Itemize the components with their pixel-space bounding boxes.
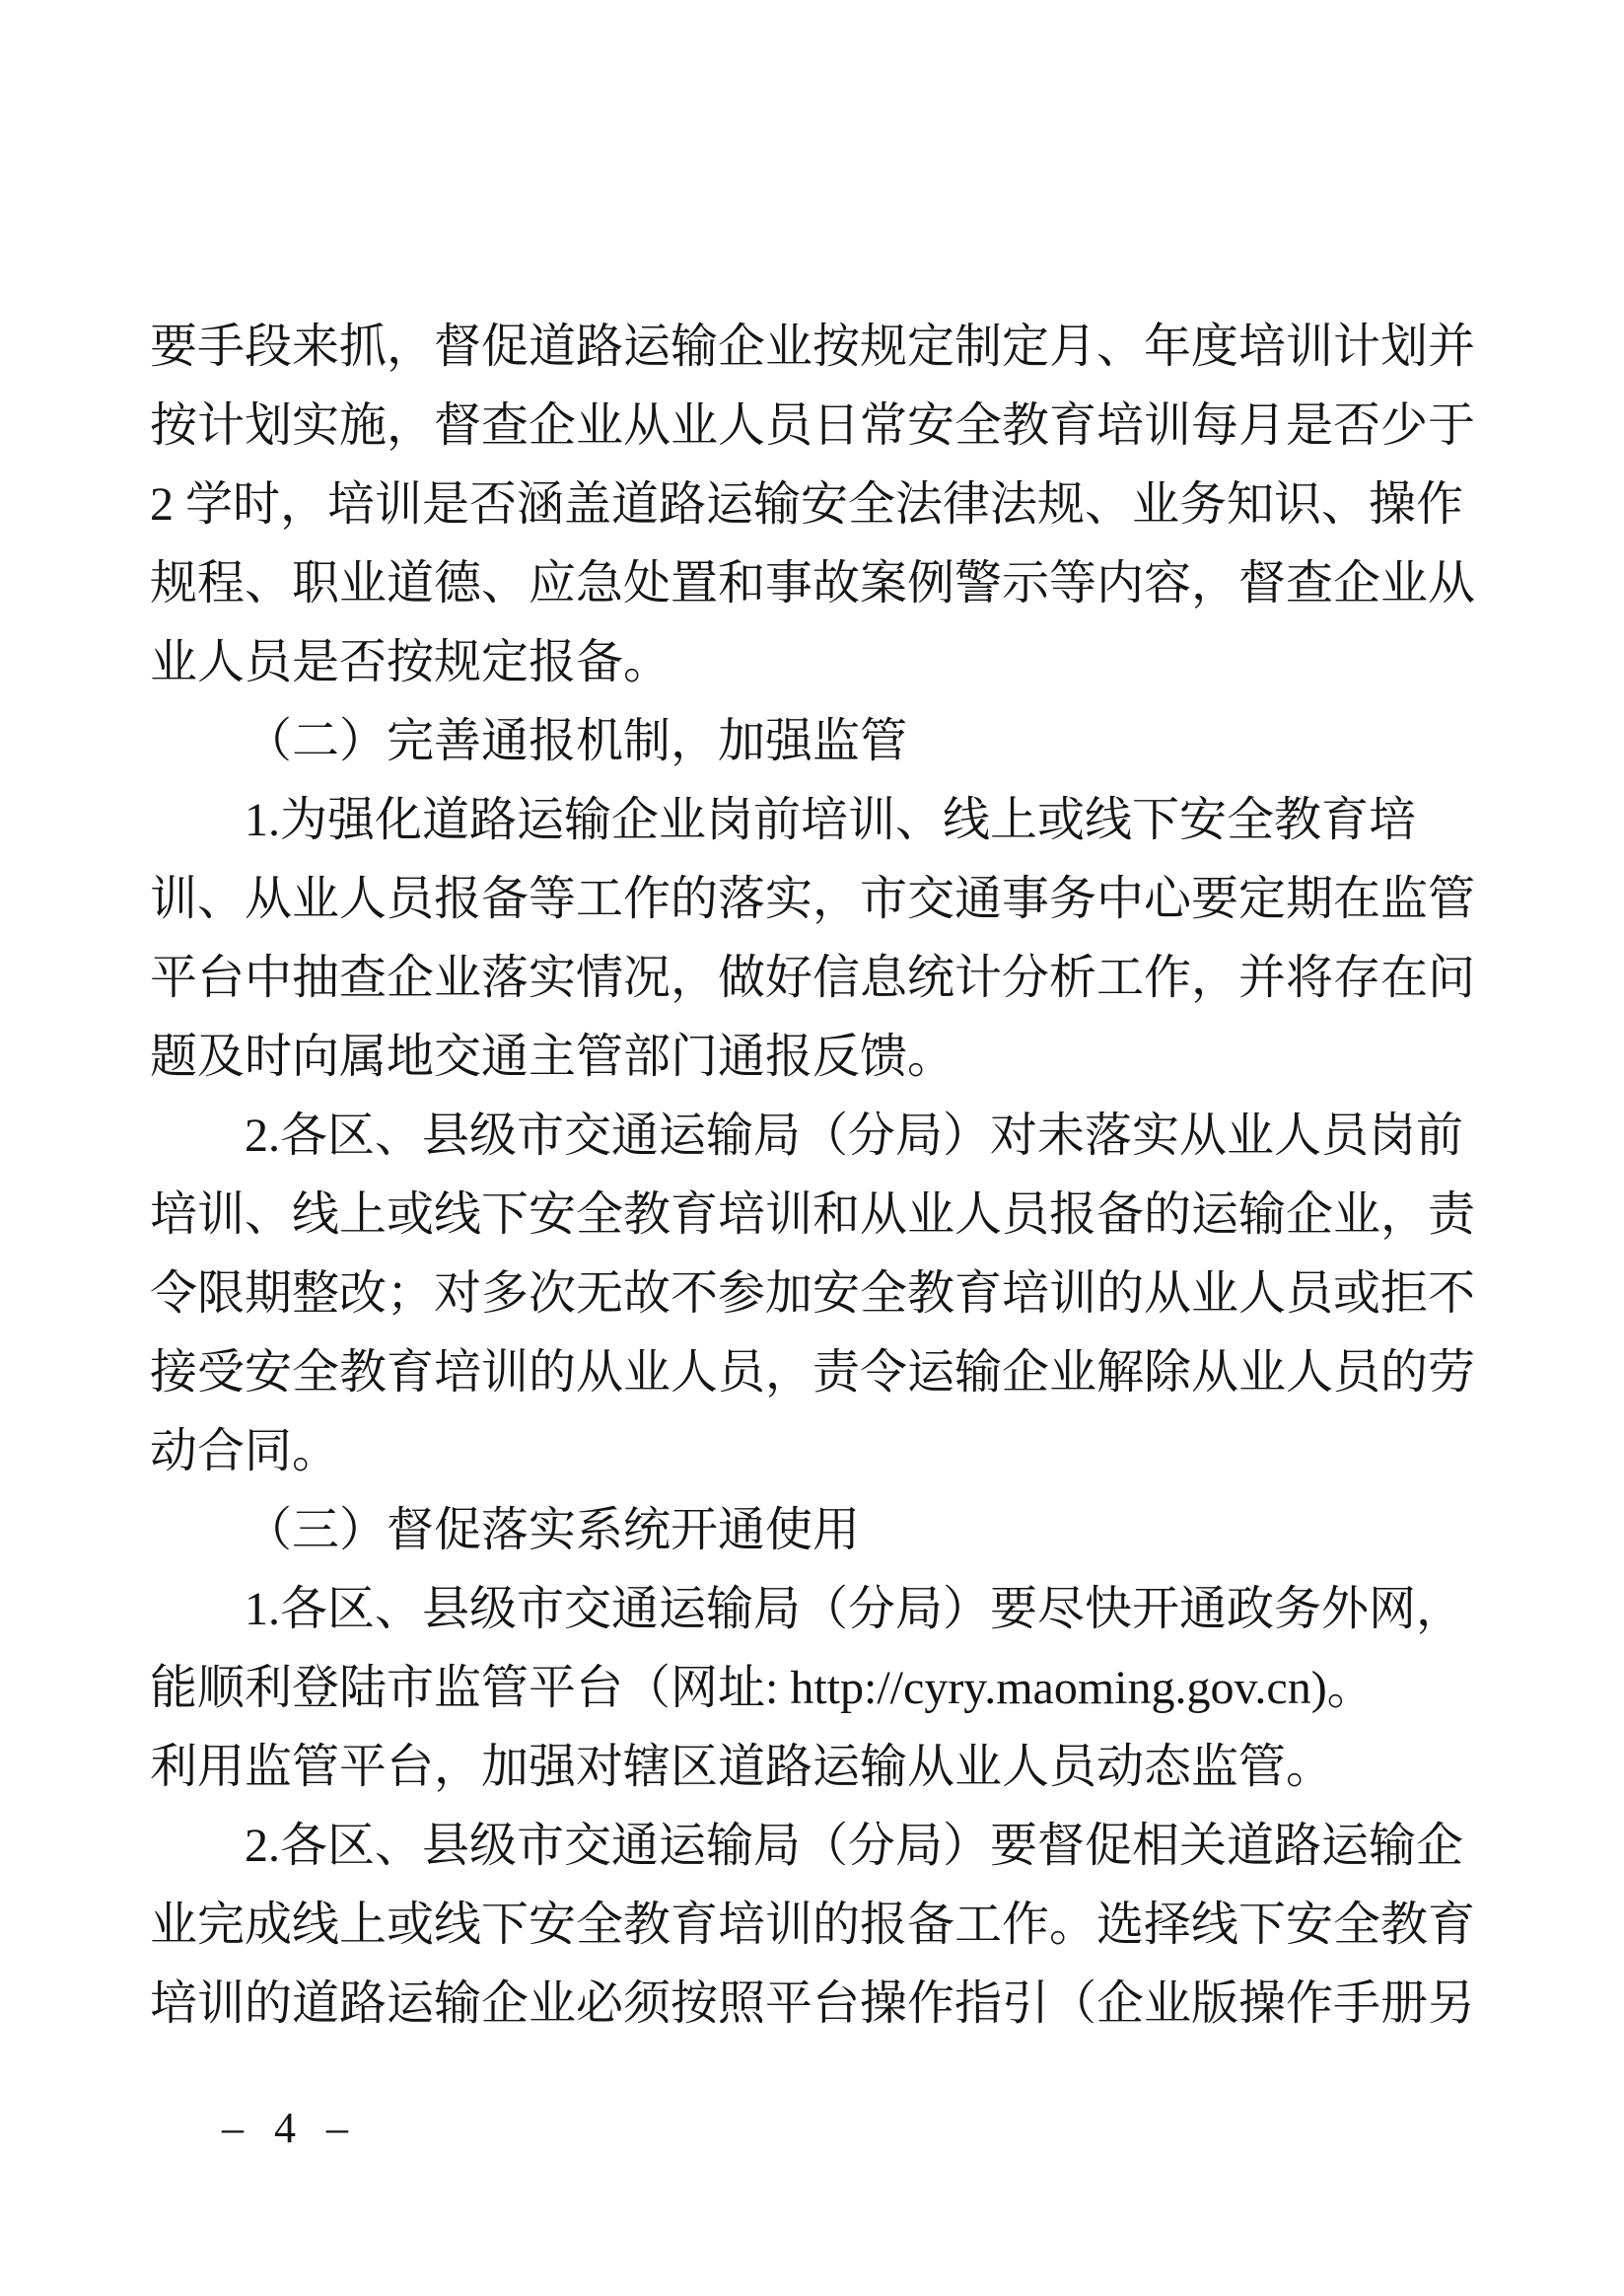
text-line: 培训、线上或线下安全教育培训和从业人员报备的运输企业，责 (150, 1188, 1476, 1241)
text-line: 题及时向属地交通主管部门通报反馈。 (150, 1031, 955, 1083)
text-line: 令限期整改；对多次无故不参加安全教育培训的从业人员或拒不 (150, 1267, 1476, 1320)
text-line: 2.各区、县级市交通运输局（分局）要督促相关道路运输企 (245, 1820, 1464, 1872)
text-line: 1.各区、县级市交通运输局（分局）要尽快开通政务外网， (245, 1583, 1464, 1635)
page-number: – 4 – (222, 2104, 358, 2152)
document-body (150, 308, 1475, 2044)
section-heading: （二）完善通报机制，加强监管 (245, 715, 908, 767)
text-line: 2 学时，培训是否涵盖道路运输安全法律法规、业务知识、操作 (150, 478, 1464, 531)
text-line: 利用监管平台，加强对辖区道路运输从业人员动态监管。 (150, 1741, 1334, 1793)
text-line: 按计划实施，督查企业从业人员日常安全教育培训每月是否少于 (150, 399, 1476, 452)
text-line: 要手段来抓，督促道路运输企业按规定制定月、年度培训计划并 (150, 321, 1476, 373)
text-line: 能顺利登陆市监管平台（网址: http://cyry.maoming.gov.cn)。 (150, 1662, 1375, 1714)
text-line: 业人员是否按规定报备。 (150, 636, 671, 688)
text-line: 训、从业人员报备等工作的落实，市交通事务中心要定期在监管 (150, 873, 1476, 925)
text-line: 接受安全教育培训的从业人员，责令运输企业解除从业人员的劳 (150, 1346, 1476, 1399)
text-line: 2.各区、县级市交通运输局（分局）对未落实从业人员岗前 (245, 1110, 1464, 1162)
text-line: 1.为强化道路运输企业岗前培训、线上或线下安全教育培 (245, 794, 1417, 846)
text-line: 规程、职业道德、应急处置和事故案例警示等内容，督查企业从 (150, 557, 1476, 610)
text-line: 平台中抽查企业落实情况，做好信息统计分析工作，并将存在问 (150, 952, 1476, 1004)
text-line: 业完成线上或线下安全教育培训的报备工作。选择线下安全教育 (150, 1899, 1476, 1951)
section-heading: （三）督促落实系统开通使用 (245, 1504, 861, 1556)
text-line: 培训的道路运输企业必须按照平台操作指引（企业版操作手册另 (150, 1977, 1476, 2030)
text-line: 动合同。 (150, 1425, 340, 1477)
